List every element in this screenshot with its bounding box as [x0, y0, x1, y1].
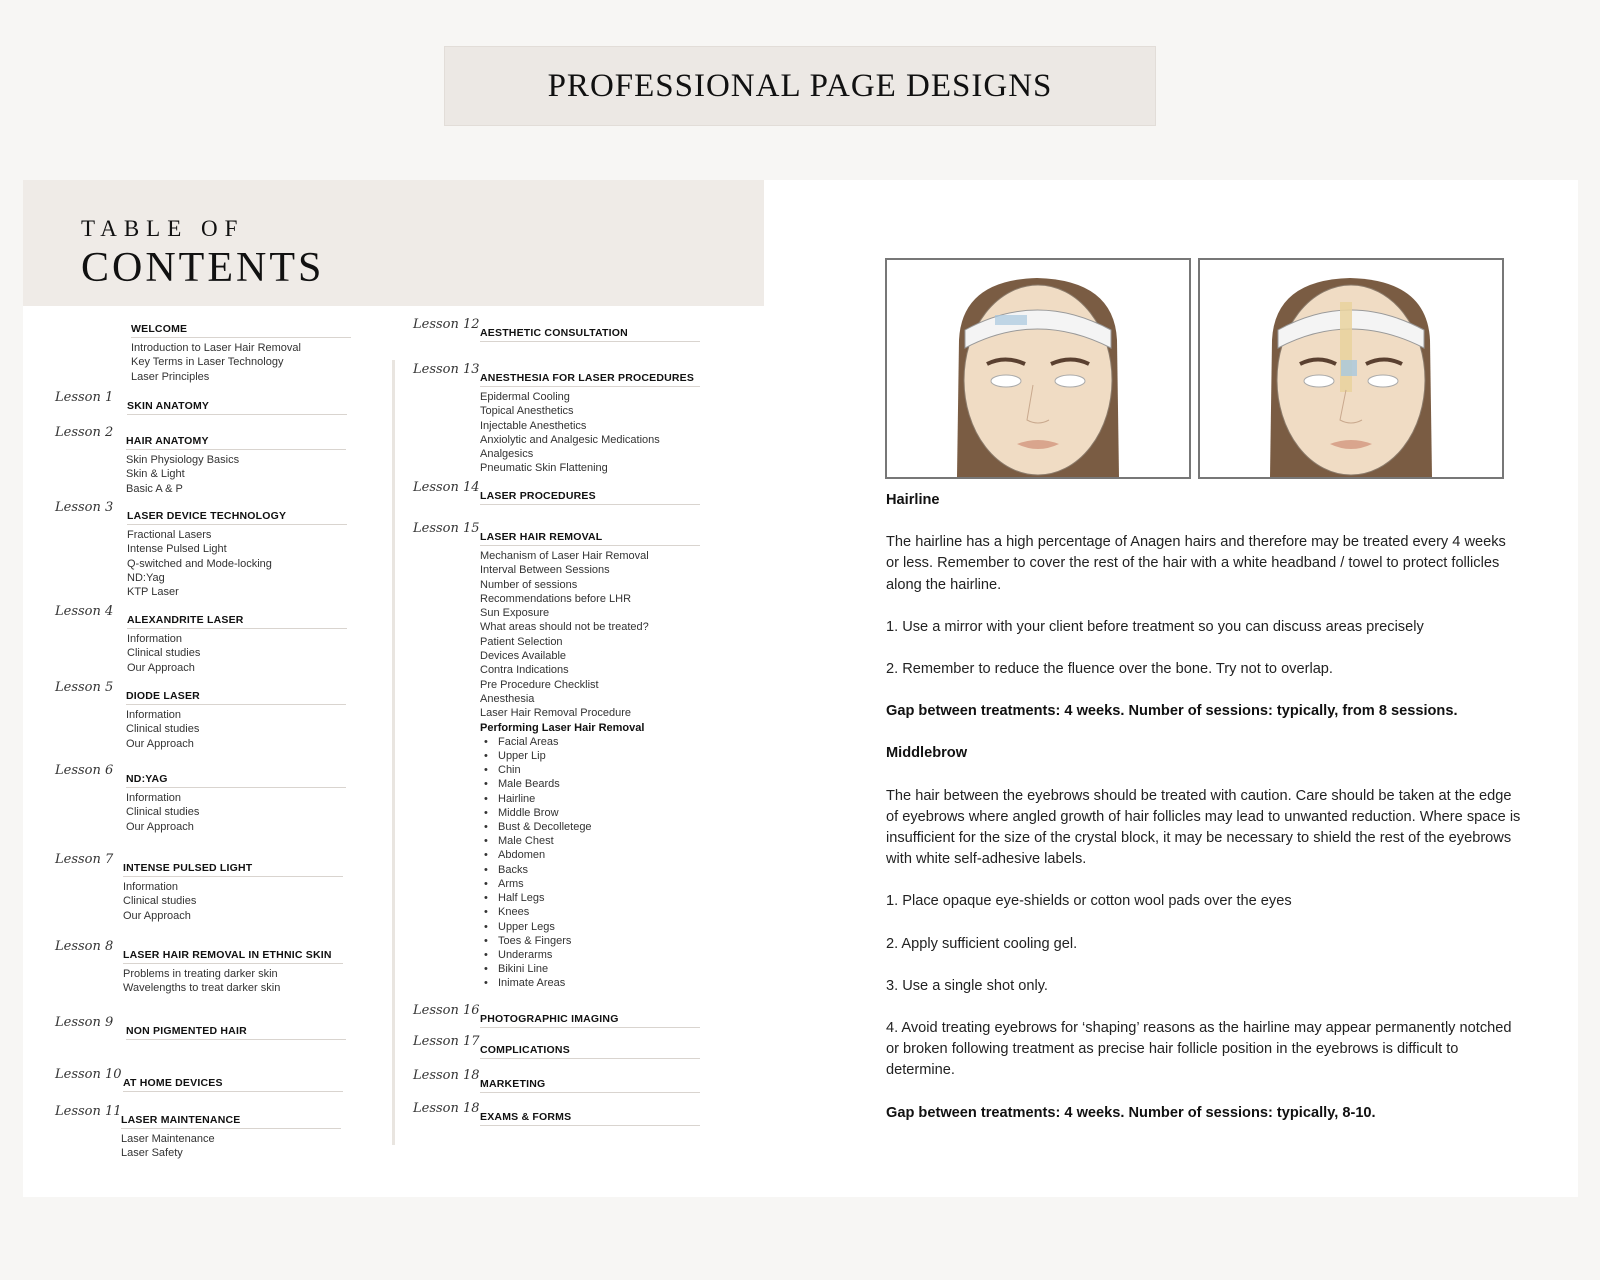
- toc-entry: [413, 521, 700, 991]
- lesson-label: Lesson 7: [55, 852, 114, 867]
- toc-entry-title: DIODE LASER: [126, 690, 346, 705]
- paragraph: The hair between the eyebrows should be treated with caution. Care should be taken at the edge of eyebrows where angled growth of hair follicles may lead to unwanted reduction. Where space is insufficient for the size of the crystal block, it may be necessary to shield the rest of the eyebrows with white self-adhesive labels.: [886, 787, 1521, 868]
- toc-entry: [55, 390, 347, 415]
- lesson-label: Lesson 13: [413, 362, 480, 377]
- toc-entry: [413, 362, 700, 476]
- toc-subitem: Injectable Anesthetics: [480, 419, 587, 432]
- toc-entry: [55, 604, 347, 675]
- banner-title: PROFESSIONAL PAGE DESIGNS: [444, 46, 1156, 126]
- toc-entry-title: AT HOME DEVICES: [123, 1077, 343, 1092]
- toc-bullet: • Hairline: [480, 792, 700, 806]
- lesson-label: Lesson 10: [55, 1067, 122, 1082]
- paragraph: 2. Remember to reduce the fluence over the bone. Try not to overlap.: [886, 661, 1333, 678]
- toc-subitem: Introduction to Laser Hair Removal: [131, 342, 301, 354]
- toc-title-top: TABLE OF: [81, 216, 245, 241]
- toc-entry-title: SKIN ANATOMY: [127, 400, 347, 415]
- face-icon: [1200, 260, 1502, 477]
- toc-entry: [413, 317, 700, 342]
- face-illustration-middlebrow: [1198, 258, 1504, 479]
- toc-entry-title: MARKETING: [480, 1078, 700, 1093]
- toc-bullet: • Facial Areas: [480, 735, 700, 749]
- column-divider: [392, 360, 395, 1145]
- lesson-label: Lesson 18: [413, 1068, 480, 1083]
- paragraph: 2. Apply sufficient cooling gel.: [886, 935, 1078, 952]
- toc-subitem: Contra Indications: [480, 664, 569, 677]
- toc-subitem: Laser Safety: [121, 1147, 183, 1160]
- lesson-label: Lesson 4: [55, 604, 114, 619]
- toc-subitem: Skin Physiology Basics: [126, 454, 240, 466]
- toc-entry-title: ND:YAG: [126, 773, 346, 788]
- toc-entry: [55, 425, 346, 496]
- toc-subitem: Clinical studies: [126, 806, 200, 819]
- toc-bullet: • Upper Legs: [480, 920, 700, 934]
- toc-entry-title: LASER PROCEDURES: [480, 490, 700, 505]
- toc-entry-title: ANESTHESIA FOR LASER PROCEDURES: [480, 372, 700, 387]
- toc-bullet: • Bust & Decolletege: [480, 820, 700, 834]
- lesson-label: Lesson 14: [413, 480, 480, 495]
- toc-entry-title: WELCOME: [131, 323, 351, 338]
- toc-bullet: • Toes & Fingers: [480, 934, 700, 948]
- toc-entry: [413, 1101, 700, 1126]
- lesson-label: Lesson 11: [55, 1104, 122, 1119]
- toc-entry: [131, 323, 351, 384]
- toc-subitem: Problems in treating darker skin: [123, 968, 278, 980]
- toc-subitem: Information: [126, 792, 182, 804]
- gap-note: Gap between treatments: 4 weeks. Number of sessions: typically, 8-10.: [886, 1104, 1376, 1121]
- toc-bullet: • Backs: [480, 863, 700, 877]
- toc-subitem: Analgesics: [480, 448, 534, 461]
- toc-subitem: Pre Procedure Checklist: [480, 678, 599, 691]
- heading-middlebrow: Middlebrow: [886, 745, 968, 762]
- toc-subitem: Patient Selection: [480, 635, 563, 648]
- toc-subitem: Interval Between Sessions: [480, 564, 610, 577]
- toc-subitem: Clinical studies: [127, 647, 201, 660]
- toc-subitem: Anxiolytic and Analgesic Medications: [480, 433, 660, 446]
- paragraph: 1. Place opaque eye-shields or cotton wool pads over the eyes: [886, 893, 1292, 910]
- toc-entry: [55, 1104, 341, 1161]
- toc-subitem: Skin & Light: [126, 468, 185, 481]
- toc-entry: [413, 1068, 700, 1093]
- lesson-label: Lesson 1: [55, 390, 114, 405]
- toc-subitem: Clinical studies: [123, 895, 197, 908]
- toc-subitem: Wavelengths to treat darker skin: [123, 982, 281, 995]
- heading-hairline: Hairline: [886, 492, 940, 508]
- toc-subitem: Information: [126, 709, 182, 721]
- toc-subitem: Basic A & P: [126, 482, 183, 495]
- toc-bullet: • Arms: [480, 877, 700, 891]
- content-page: [764, 180, 1578, 1197]
- toc-subitem: KTP Laser: [127, 586, 179, 599]
- toc-entry-title: LASER DEVICE TECHNOLOGY: [127, 510, 347, 525]
- toc-bullet: • Knees: [480, 905, 700, 919]
- toc-subitem: Epidermal Cooling: [480, 391, 570, 403]
- lesson-label: Lesson 8: [55, 939, 114, 954]
- toc-subitem: Laser Maintenance: [121, 1133, 215, 1145]
- toc-bullet: • Bikini Line: [480, 962, 700, 976]
- toc-entry-title: AESTHETIC CONSULTATION: [480, 327, 700, 342]
- toc-subitem: Clinical studies: [126, 723, 200, 736]
- toc-subitem: Pneumatic Skin Flattening: [480, 462, 608, 475]
- table-of-contents-page: [23, 180, 764, 1197]
- toc-entry: [55, 680, 346, 751]
- toc-entry-title: COMPLICATIONS: [480, 1044, 700, 1059]
- toc-subitem: Q-switched and Mode-locking: [127, 557, 272, 570]
- toc-entry: [413, 1003, 700, 1028]
- toc-bullet: • Male Beards: [480, 777, 700, 791]
- toc-bullet: • Upper Lip: [480, 749, 700, 763]
- toc-subitem: Key Terms in Laser Technology: [131, 356, 284, 369]
- lesson-label: Lesson 3: [55, 500, 114, 515]
- toc-entry: [55, 1067, 343, 1092]
- toc-entry-title: LASER HAIR REMOVAL: [480, 531, 700, 546]
- toc-entry: [55, 939, 343, 996]
- toc-entry-title: NON PIGMENTED HAIR: [126, 1025, 346, 1040]
- toc-subitem: Our Approach: [127, 661, 195, 674]
- toc-bullet: • Male Chest: [480, 834, 700, 848]
- content-text: [886, 490, 1522, 1145]
- toc-subitem: Information: [127, 633, 183, 645]
- toc-bullet: • Inimate Areas: [480, 976, 700, 990]
- paragraph: 4. Avoid treating eyebrows for ‘shaping’ reasons as the hairline may appear permanently notched or broken following treatment as precise hair follicle position in the eyebrows is difficult to determine.: [886, 1020, 1512, 1079]
- face-illustration-hairline: [885, 258, 1191, 479]
- toc-subitem-bold: Performing Laser Hair Removal: [480, 721, 645, 734]
- toc-bullet: • Abdomen: [480, 848, 700, 862]
- toc-entry: [55, 763, 346, 834]
- toc-title-main: CONTENTS: [81, 245, 325, 291]
- toc-entry-title: ALEXANDRITE LASER: [127, 614, 347, 629]
- toc-subitem: Our Approach: [126, 737, 194, 750]
- toc-header: [23, 180, 764, 306]
- toc-subitem: Anesthesia: [480, 692, 535, 705]
- toc-bullet: • Half Legs: [480, 891, 700, 905]
- toc-subitem: Sun Exposure: [480, 607, 550, 620]
- toc-entry: [55, 500, 347, 599]
- toc-entry: [55, 1015, 346, 1040]
- toc-subitem: Mechanism of Laser Hair Removal: [480, 550, 649, 562]
- face-icon: [887, 260, 1189, 477]
- toc-entry-title: EXAMS & FORMS: [480, 1111, 700, 1126]
- toc-entry: [413, 480, 700, 505]
- lesson-label: Lesson 16: [413, 1003, 480, 1018]
- toc-entry-title: HAIR ANATOMY: [126, 435, 346, 450]
- toc-subitem: Fractional Lasers: [127, 529, 212, 541]
- paragraph: 1. Use a mirror with your client before treatment so you can discuss areas precisely: [886, 618, 1424, 635]
- gap-note: Gap between treatments: 4 weeks. Number of sessions: typically, from 8 sessions.: [886, 703, 1458, 720]
- toc-bullet: • Chin: [480, 763, 700, 777]
- toc-subitem: Intense Pulsed Light: [127, 543, 227, 556]
- lesson-label: Lesson 2: [55, 425, 114, 440]
- toc-entry: [413, 1034, 700, 1059]
- lesson-label: Lesson 15: [413, 521, 480, 536]
- lesson-label: Lesson 5: [55, 680, 114, 695]
- toc-subitem: Devices Available: [480, 650, 567, 663]
- toc-subitem: Topical Anesthetics: [480, 405, 574, 418]
- lesson-label: Lesson 12: [413, 317, 480, 332]
- paragraph: The hairline has a high percentage of Anagen hairs and therefore may be treated every 4 weeks or less. Remember to cover the rest of the hair with a white headband / towel to protect follicles along the hairline.: [886, 534, 1506, 593]
- toc-bullet: • Underarms: [480, 948, 700, 962]
- toc-subitem: Laser Principles: [131, 370, 210, 383]
- toc-subitem: Our Approach: [126, 820, 194, 833]
- lesson-label: Lesson 6: [55, 763, 114, 778]
- toc-entry: [55, 852, 343, 923]
- paragraph: 3. Use a single shot only.: [886, 977, 1048, 994]
- toc-subitem: ND:Yag: [127, 571, 165, 584]
- lesson-label: Lesson 17: [413, 1034, 480, 1049]
- lesson-label: Lesson 18: [413, 1101, 480, 1116]
- toc-subitem: Laser Hair Removal Procedure: [480, 707, 632, 720]
- toc-subitem: Our Approach: [123, 909, 191, 922]
- toc-subitem: Number of sessions: [480, 578, 578, 591]
- toc-subitem: Recommendations before LHR: [480, 592, 632, 605]
- toc-bullet: • Middle Brow: [480, 806, 700, 820]
- toc-entry-title: INTENSE PULSED LIGHT: [123, 862, 343, 877]
- toc-subitem: What areas should not be treated?: [480, 621, 649, 634]
- toc-entry-title: LASER HAIR REMOVAL IN ETHNIC SKIN: [123, 949, 343, 964]
- toc-entry-title: LASER MAINTENANCE: [121, 1114, 341, 1129]
- toc-subitem: Information: [123, 881, 179, 893]
- lesson-label: Lesson 9: [55, 1015, 114, 1030]
- toc-entry-title: PHOTOGRAPHIC IMAGING: [480, 1013, 700, 1028]
